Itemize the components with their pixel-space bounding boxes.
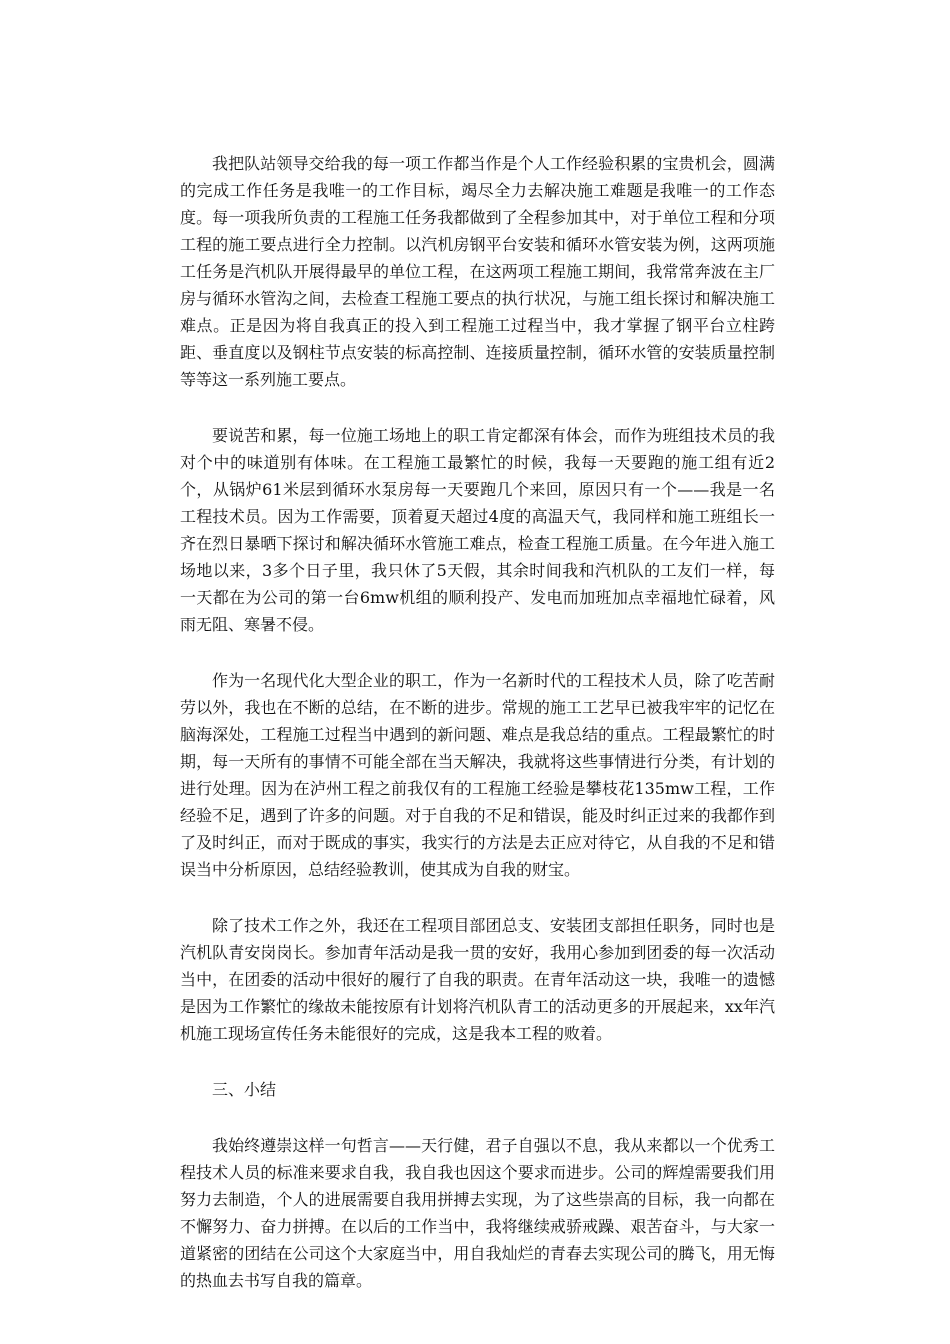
- section-heading-summary: 三、小结: [212, 1080, 277, 1099]
- paragraph-closing: 我始终遵崇这样一句哲言——天行健，君子自强以不息，我从来都以一个优秀工程技术人员的标准来要求自我，我自我也因这个要求而进步。公司的辉煌需要我们用努力去制造，个人的进展需要自我用拼搏去实现，为了这些崇高的目标，我一向都在不懈努力、奋力拼搏。在以后的工作当中，我将继续戒骄戒躁、艰苦奋斗，与大家一道紧密的团结在公司这个大家庭当中，用自我灿烂的青春去实现公司的腾飞，用无悔的热血去书写自我的篇章。: [180, 1136, 775, 1290]
- paragraph-work-tasks: 我把队站领导交给我的每一项工作都当作是个人工作经验积累的宝贵机会，圆满的完成工作任务是我唯一的工作目标，竭尽全力去解决施工难题是我唯一的工作态度。每一项我所负责的工程施工任务我都做到了全程参加其中，对于单位工程和分项工程的施工要点进行全力控制。以汽机房钢平台安装和循环水管安装为例，这两项施工任务是汽机队开展得最早的单位工程，在这两项工程施工期间，我常常奔波在主厂房与循环水管沟之间，去检查工程施工要点的执行状况，与施工组长探讨和解决施工难点。正是因为将自我真正的投入到工程施工过程当中，我才掌握了钢平台立柱跨距、垂直度以及钢柱节点安装的标高控制、连接质量控制，循环水管的安装质量控制等等这一系列施工要点。: [180, 154, 775, 389]
- paragraph-hardship: 要说苦和累，每一位施工场地上的职工肯定都深有体会，而作为班组技术员的我对个中的味道别有体味。在工程施工最繁忙的时候，我每一天要跑的施工组有近2个，从锅炉61米层到循环水泵房每一天要跑几个来回，原因只有一个——我是一名工程技术员。因为工作需要，顶着夏天超过4度的高温天气，我同样和施工班组长一齐在烈日暴晒下探讨和解决循环水管施工难点，检查工程施工质量。在今年进入施工场地以来，3多个日子里，我只休了5天假，其余时间我和汽机队的工友们一样，每一天都在为公司的第一台6mw机组的顺利投产、发电而加班加点幸福地忙碌着，风雨无阻、寒暑不侵。: [180, 426, 775, 634]
- paragraph-youth-activities: 除了技术工作之外，我还在工程项目部团总支、安装团支部担任职务，同时也是汽机队青安岗岗长。参加青年活动是我一贯的安好，我用心参加到团委的每一次活动当中，在团委的活动中很好的履行了自我的职责。在青年活动这一块，我唯一的遗憾是因为工作繁忙的缘故未能按原有计划将汽机队青工的活动更多的开展起来，xx年汽机施工现场宣传任务未能很好的完成，这是我本工程的败着。: [180, 916, 775, 1043]
- paragraph-summary-progress: 作为一名现代化大型企业的职工，作为一名新时代的工程技术人员，除了吃苦耐劳以外，我也在不断的总结，在不断的进步。常规的施工工艺早已被我牢牢的记忆在脑海深处，工程施工过程当中遇到的新问题、难点是我总结的重点。工程最繁忙的时期，每一天所有的事情不可能全部在当天解决，我就将这些事情进行分类，有计划的进行处理。因为在泸州工程之前我仅有的工程施工经验是攀枝花135mw工程，工作经验不足，遇到了许多的问题。对于自我的不足和错误，能及时纠正过来的我都作到了及时纠正，而对于既成的事实，我实行的方法是去正应对待它，从自我的不足和错误当中分析原因，总结经验教训，使其成为自我的财宝。: [180, 671, 775, 879]
- document-page: [180, 150, 775, 1323]
